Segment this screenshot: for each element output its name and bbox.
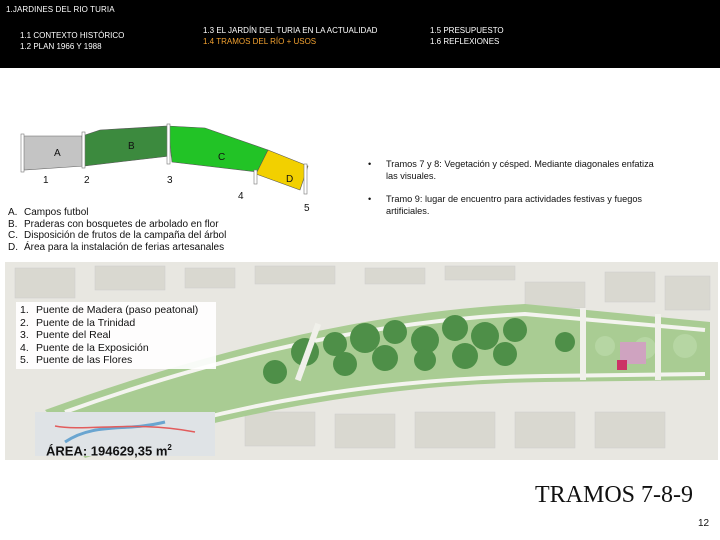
bridges-list bbox=[16, 302, 216, 369]
list-item: 2. Puente de la Trinidad bbox=[20, 316, 136, 329]
bullet-item: • Tramos 7 y 8: Vegetación y césped. Mediante diagonales enfatiza las visuales. bbox=[368, 159, 654, 181]
zone-label-c: C bbox=[218, 152, 226, 163]
bridge-3-mark bbox=[167, 124, 170, 164]
nav-group-left bbox=[20, 30, 124, 52]
nav-group-mid bbox=[203, 25, 377, 47]
list-item: 5. Puente de las Flores bbox=[20, 354, 133, 367]
zone-label-b: B bbox=[128, 141, 135, 152]
area-unit-superscript: 2 bbox=[167, 443, 172, 452]
nav-item-reflexiones[interactable]: 1.6 REFLEXIONES bbox=[430, 37, 500, 46]
bullet-icon: • bbox=[368, 159, 372, 169]
bridge-number-3: 3 bbox=[167, 175, 173, 186]
bridge-5-mark bbox=[304, 164, 307, 194]
bullet-item: • Tramo 9: lugar de encuentro para actividades festivas y fuegos artificiales. bbox=[368, 194, 643, 216]
nav-item-plan[interactable]: 1.2 PLAN 1966 Y 1988 bbox=[20, 42, 102, 51]
bridge-number-2: 2 bbox=[84, 175, 90, 186]
list-item: 1. Puente de Madera (paso peatonal) bbox=[20, 304, 199, 316]
zone-b-shape bbox=[82, 126, 170, 166]
bullet-icon: • bbox=[368, 194, 372, 204]
page-number: 12 bbox=[698, 518, 710, 529]
legend-item: D. Área para la instalación de ferias artesanales bbox=[8, 241, 225, 253]
section-title: 1.JARDINES DEL RIO TURIA bbox=[6, 5, 115, 14]
nav-item-actualidad[interactable]: 1.3 EL JARDÍN DEL TURIA EN LA ACTUALIDAD bbox=[203, 26, 378, 35]
legend-item: B. Praderas con bosquetes de arbolado en flor bbox=[8, 218, 219, 230]
zone-label-d: D bbox=[286, 174, 294, 185]
bridge-4-mark bbox=[254, 170, 257, 184]
zone-c-shape bbox=[168, 126, 268, 172]
zone-label-a: A bbox=[54, 148, 61, 159]
zones-diagram bbox=[0, 118, 330, 218]
header-bar bbox=[0, 0, 720, 68]
nav-item-presupuesto[interactable]: 1.5 PRESUPUESTO bbox=[430, 26, 504, 35]
nav-item-tramos-active[interactable]: 1.4 TRAMOS DEL RÍO + USOS bbox=[203, 37, 317, 46]
tramos-title: TRAMOS 7-8-9 bbox=[535, 482, 694, 508]
nav-group-right bbox=[430, 25, 504, 47]
zone-legend bbox=[8, 207, 226, 253]
bridge-number-1: 1 bbox=[43, 175, 49, 186]
bridge-number-5: 5 bbox=[304, 203, 310, 214]
area-value: ÁREA: 194629,35 $m^2$ bbox=[46, 443, 172, 459]
bridge-1-mark bbox=[21, 134, 24, 172]
legend-item: A. Campos futbol bbox=[8, 207, 89, 218]
legend-item: C. Disposición de frutos de la campaña del árbol bbox=[8, 230, 227, 241]
zone-a-shape bbox=[22, 136, 84, 170]
bridge-number-4: 4 bbox=[238, 191, 244, 202]
list-item: 3. Puente del Real bbox=[20, 329, 111, 342]
list-item: 4. Puente de la Exposición bbox=[20, 341, 149, 354]
description-bullets bbox=[368, 158, 668, 228]
bridge-2-mark bbox=[82, 132, 85, 168]
nav-item-contexto[interactable]: 1.1 CONTEXTO HISTÓRICO bbox=[20, 31, 125, 40]
